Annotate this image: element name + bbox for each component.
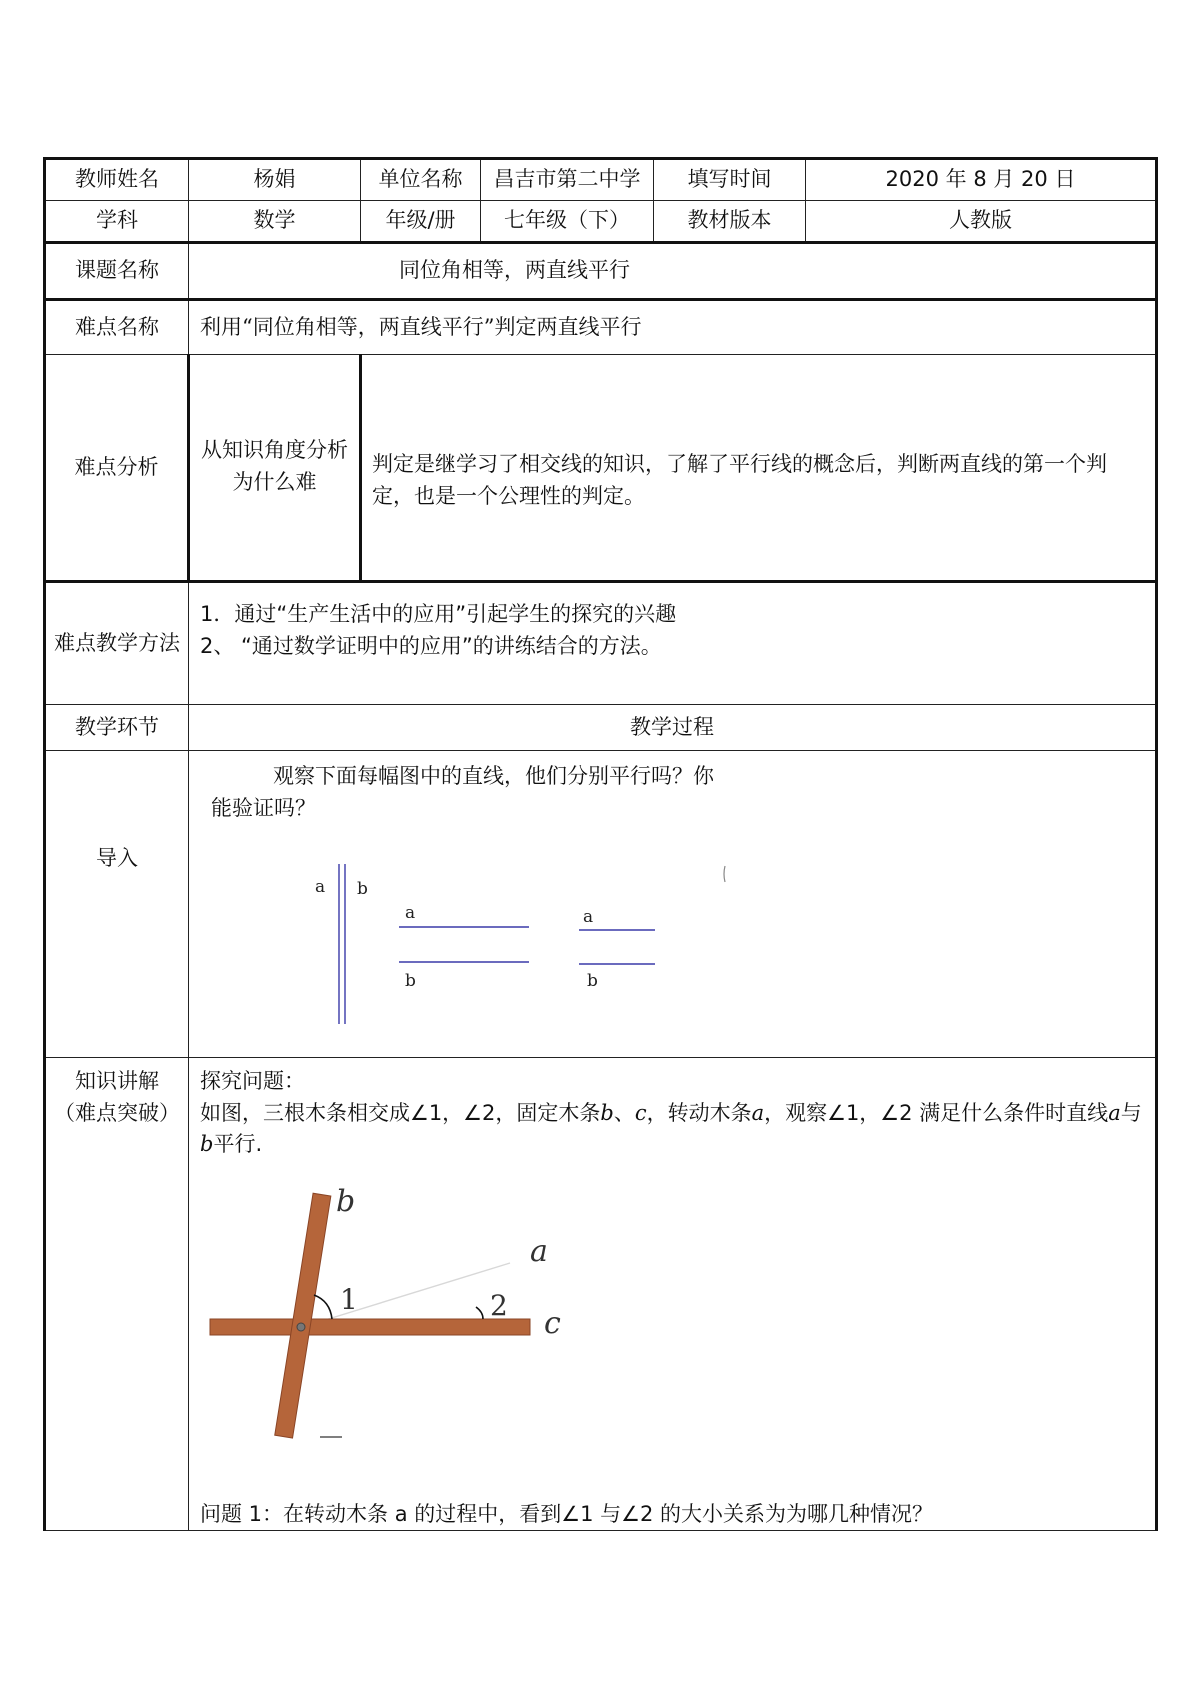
process-stage-label: 教学环节 [45,705,189,751]
pivot-nail [297,1323,305,1331]
problem-var-a-2: a [1108,1100,1121,1125]
grade-value: 七年级（下） [481,201,654,243]
teacher-name-label: 教师姓名 [45,159,189,201]
knowledge-label-line1: 知识讲解 [75,1069,159,1093]
knowledge-problem [200,1098,1143,1161]
difficulty-value: 利用“同位角相等，两直线平行”判定两直线平行 [189,300,1157,355]
knowledge-label-cell [45,1058,189,1531]
unit-name-value: 昌吉市第二中学 [481,159,654,201]
figure3-label-a: a [583,907,594,927]
edition-value: 人教版 [806,201,1157,243]
problem-text-2: ，转动木条 [646,1100,752,1125]
teacher-name-value: 杨娟 [189,159,361,201]
method-label: 难点教学方法 [45,582,189,705]
analysis-text: 判定是继学习了相交线的知识，了解了平行线的概念后，判断两直线的第一个判定，也是一个公理性的判定。 [361,355,1157,582]
edition-label: 教材版本 [654,201,806,243]
figure3-label-b: b [587,971,598,991]
analysis-sublabel-line2: 为什么难 [232,469,317,494]
problem-text-3: ，观察∠1，∠2 满足什么条件时直线 [764,1100,1109,1125]
knowledge-label-line2: （难点突破） [54,1100,180,1125]
label-a: a [530,1233,548,1269]
figure2-label-b: b [405,971,416,991]
intro-cell [189,751,1157,1058]
difficulty-label: 难点名称 [45,300,189,355]
header-row-1 [45,159,1157,201]
label-angle1: 1 [340,1282,358,1316]
fill-date-value: 2020 年 8 月 20 日 [806,159,1157,201]
intro-row [45,751,1157,1058]
angle1-arc [314,1295,332,1319]
process-header-row [45,705,1157,751]
wood-strips-figure [200,1183,620,1445]
method-cell [189,582,1157,705]
process-header-value: 教学过程 [189,705,1157,751]
problem-sep: 、 [613,1100,635,1125]
problem-var-a: a [751,1100,765,1125]
header-row-2 [45,201,1157,243]
intro-question: 观察下面每幅图中的直线，他们分别平行吗？你能验证吗？ [211,764,714,820]
subject-label: 学科 [45,201,189,243]
parallel-lines-figure [211,834,1191,1034]
problem-var-b-2: b [200,1132,214,1156]
label-angle2: 2 [490,1288,508,1322]
question-1: 问题 1：在转动木条 a 的过程中，看到∠1 与∠2 的大小关系为为哪几种情况？ [200,1501,933,1526]
topic-label: 课题名称 [45,243,189,300]
faint-mark [724,866,725,882]
problem-var-b: b [600,1100,614,1125]
analysis-sublabel-line1: 从知识角度分析 [201,438,348,462]
subject-value: 数学 [189,201,361,243]
knowledge-heading: 探究问题： [200,1069,305,1093]
method-item-2: 2、 “通过数学证明中的应用”的讲练结合的方法。 [200,633,662,658]
label-b: b [336,1183,356,1219]
figure2-label-a: a [405,903,416,923]
topic-value: 同位角相等，两直线平行 [189,243,1157,300]
knowledge-row [45,1058,1157,1531]
topic-row [45,243,1157,300]
analysis-sublabel-cell [189,355,361,582]
strip-c [210,1319,530,1335]
intro-label: 导入 [45,751,189,1058]
analysis-label: 难点分析 [45,355,189,582]
angle2-arc [476,1307,483,1319]
lesson-plan-table [43,157,1158,1531]
figure1-label-a: a [315,877,326,897]
fill-date-label: 填写时间 [654,159,806,201]
grade-label: 年级/册 [361,201,481,243]
strip-b [275,1193,331,1438]
unit-name-label: 单位名称 [361,159,481,201]
problem-text-4: 与 [1120,1100,1142,1125]
method-row [45,582,1157,705]
problem-text-1: 如图，三根木条相交成∠1，∠2，固定木条 [200,1100,601,1125]
label-c: c [544,1305,561,1341]
analysis-row [45,355,1157,582]
problem-var-c: c [634,1100,647,1125]
problem-text-5: 平行. [213,1132,263,1156]
method-item-1: 1．通过“生产生活中的应用”引起学生的探究的兴趣 [200,602,677,626]
difficulty-row [45,300,1157,355]
knowledge-cell [189,1058,1157,1531]
figure1-label-b: b [357,879,368,899]
